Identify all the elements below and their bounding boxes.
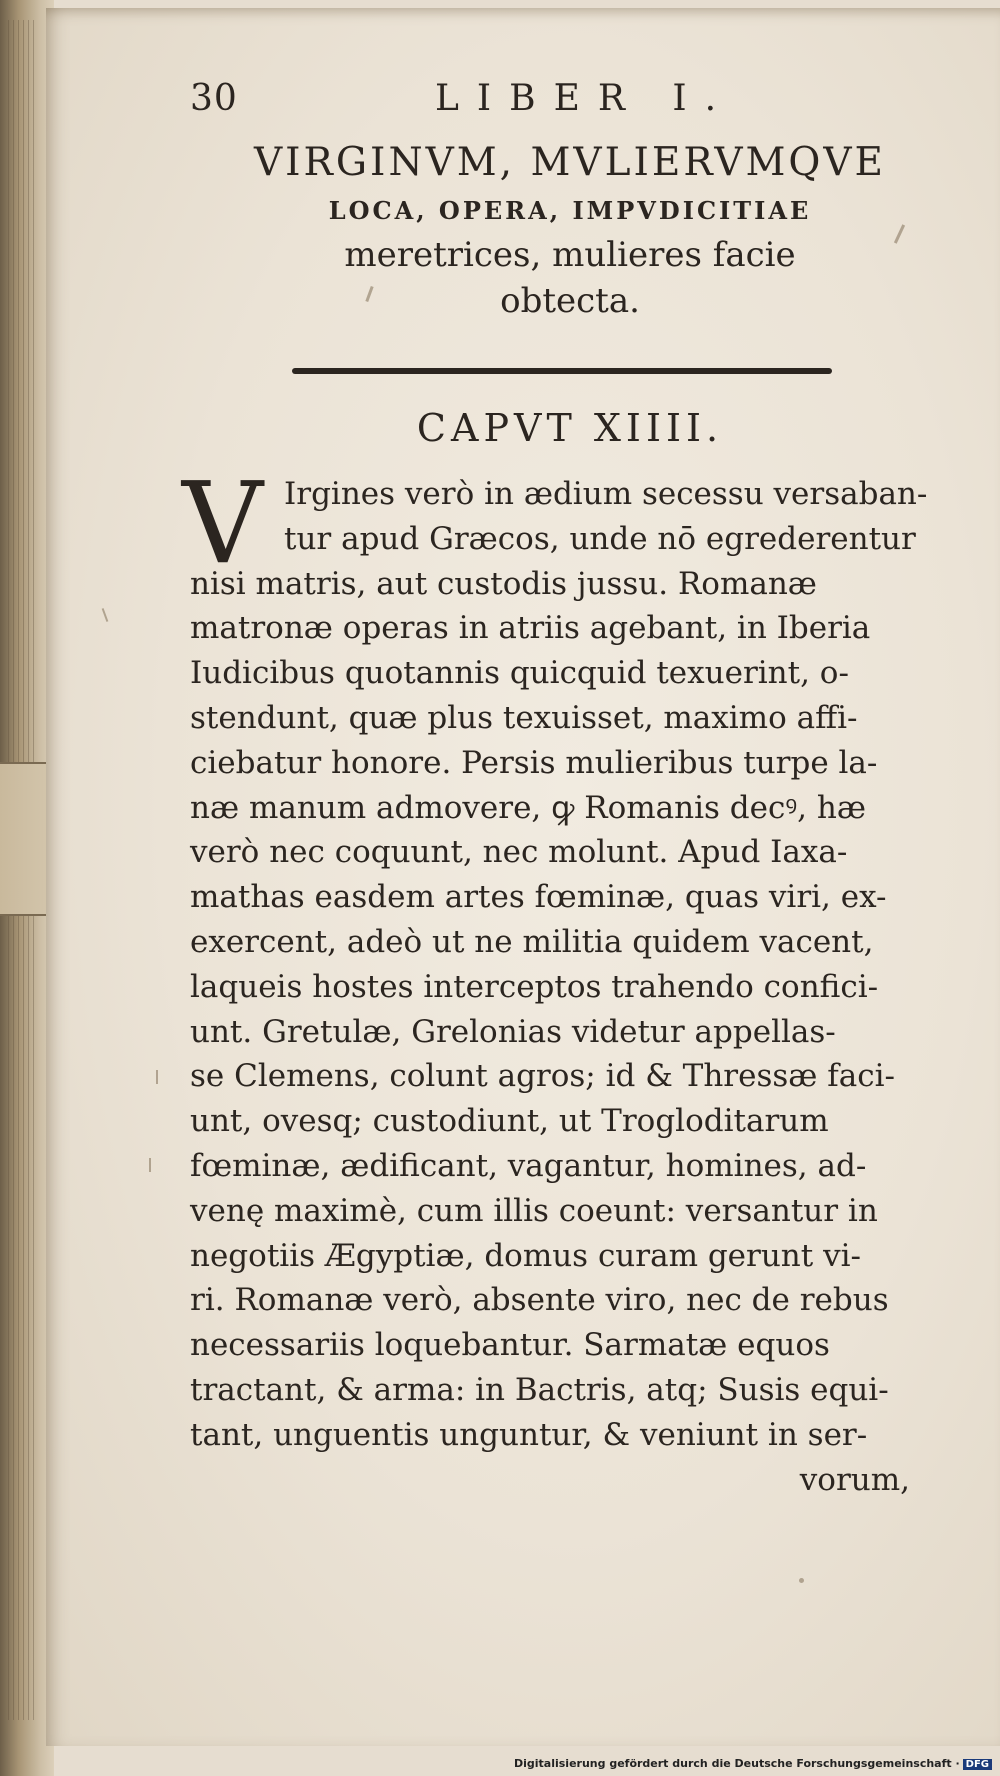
body-text (182, 459, 950, 1502)
digitization-credit (514, 1757, 992, 1770)
ink-speck (156, 1070, 158, 1084)
section-heading-line-1: VIRGINVM, MVLIERVMQVE (253, 140, 887, 185)
text-line: exercent, adeò ut ne militia quidem vacent, (190, 923, 874, 960)
ink-speck (149, 1158, 151, 1172)
text-line: verò nec coquunt, nec molunt. Apud Iaxa- (190, 834, 848, 871)
text-line: necessariis loquebantur. Sarmatæ equos (190, 1327, 830, 1364)
horizontal-rule (292, 368, 832, 374)
section-heading-line-4: obtecta. (500, 281, 640, 321)
dfg-logo: DFG (963, 1759, 992, 1770)
text-line: mathas easdem artes fœminæ, quas viri, ex- (190, 879, 887, 916)
text-line: tant, unguentis unguntur, & veniunt in ser- (190, 1416, 868, 1453)
text-line: laqueis hostes interceptos trahendo confici- (190, 968, 879, 1005)
running-title: LIBER I. (435, 78, 735, 119)
text-line: unt. Gretulæ, Grelonias videtur appellas- (190, 1013, 836, 1050)
catchword: vorum, (799, 1461, 910, 1498)
text-line: ri. Romanæ verò, absente viro, nec de rebus (190, 1282, 889, 1319)
text-line: Iudicibus quotannis quicquid texuerint, o- (190, 655, 849, 692)
ink-speck (799, 1578, 804, 1583)
drop-cap: V (182, 459, 263, 589)
text-line: næ manum admovere, ꝙ Romanis decꝰ, hæ (190, 789, 866, 826)
text-line: matronæ operas in atriis agebant, in Iberia (190, 610, 871, 647)
text-line: nisi matris, aut custodis jussu. Romanæ (190, 565, 817, 602)
text-line: stendunt, quæ plus texuisset, maximo affi- (190, 699, 858, 736)
section-heading-line-2: LOCA, OPERA, IMPVDICITIAE (328, 196, 812, 225)
page-number: 30 (190, 78, 238, 119)
text-line: tractant, & arma: in Bactris, atq; Susis equi- (190, 1371, 889, 1408)
running-head (190, 78, 950, 130)
ink-speck (102, 608, 109, 622)
text-line: Irgines verò in ædium secessu versaban- (284, 476, 928, 512)
text-line: unt, ovesq; custodiunt, ut Trogloditarum (190, 1103, 829, 1140)
text-line: negotiis Ægyptiæ, domus curam gerunt vi- (190, 1237, 861, 1274)
text-block (182, 78, 950, 1502)
section-heading-line-3: meretrices, mulieres facie (344, 235, 796, 275)
credit-text: Digitalisierung gefördert durch die Deutsche Forschungsgemeinschaft · (513, 1757, 960, 1770)
chapter-title: CAPVT XIIII. (416, 406, 724, 450)
text-line: se Clemens, colunt agros; id & Thressæ faci- (190, 1058, 895, 1095)
text-line: ciebatur honore. Persis mulieribus turpe la- (190, 744, 878, 781)
text-line: tur apud Græcos, unde nō egrederentur (284, 520, 916, 557)
text-line: venę maximè, cum illis coeunt: versantur in (190, 1192, 878, 1229)
text-line: fœminæ, ædificant, vagantur, homines, ad- (190, 1147, 867, 1184)
